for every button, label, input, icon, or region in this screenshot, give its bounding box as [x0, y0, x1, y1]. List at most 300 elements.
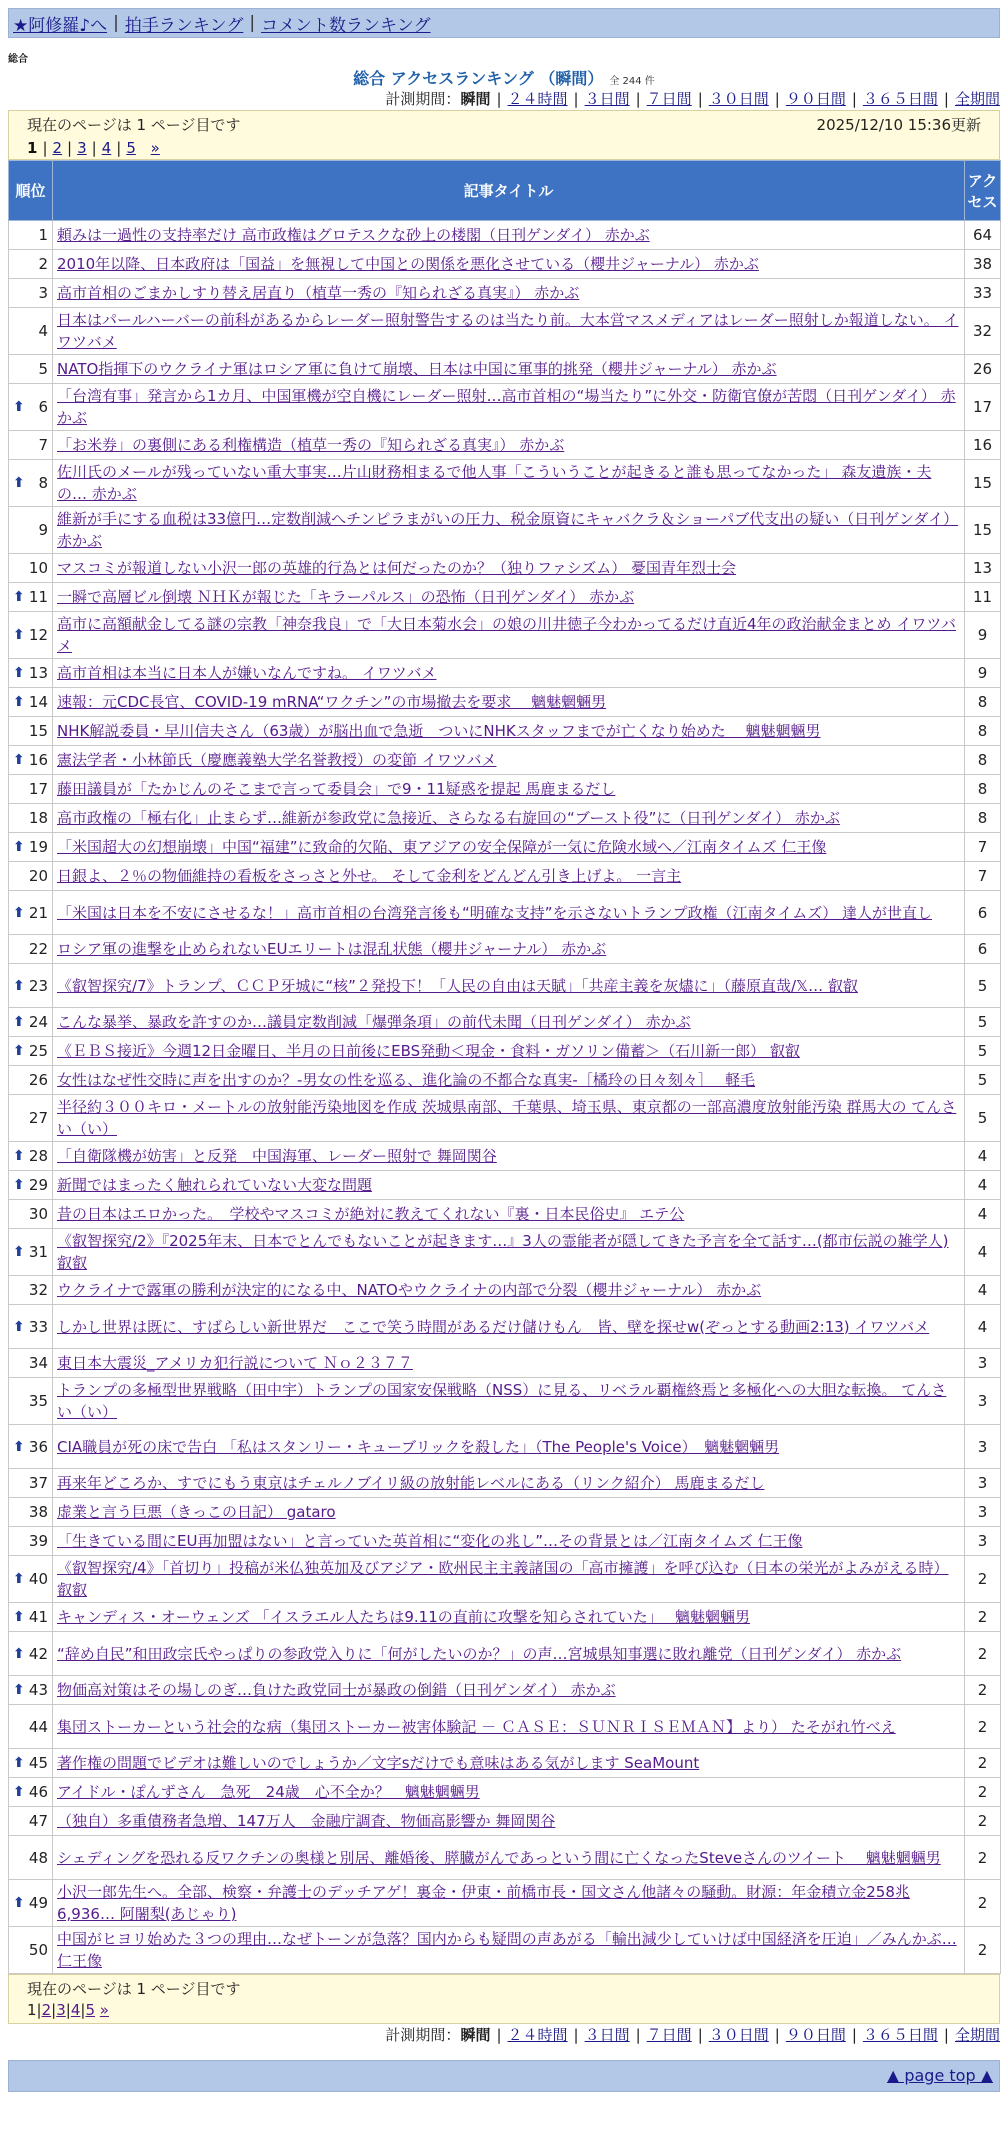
table-row: [9, 1469, 1001, 1498]
rank-number: 46: [28, 1783, 48, 1801]
period-label: 計測期間：: [385, 2026, 461, 2044]
table-row: [9, 1229, 1001, 1276]
page-info-box: [8, 110, 1000, 160]
rank-number: 20: [28, 867, 48, 885]
rank-cell: [9, 431, 53, 460]
rank-cell: [9, 583, 53, 612]
rank-cell: [9, 1095, 53, 1142]
article-link[interactable]: 「お米券」の裏側にある利権構造（植草一秀の『知られざる真実』） 赤かぶ: [57, 436, 565, 454]
applause-ranking-link[interactable]: 拍手ランキング: [124, 15, 244, 36]
rank-cell: [9, 1556, 53, 1603]
title-cell: [53, 1836, 965, 1880]
article-link[interactable]: 「台湾有事」発言から1カ月、中国軍機が空自機にレーダー照射…高市首相の“場当たり”に外交・防衛官僚が苦悶（日刊ゲンダイ） 赤かぶ: [57, 387, 956, 427]
article-link[interactable]: 《叡智探究/2》『2025年末、日本でとんでもないことが起きます…』3人の霊能者が隠してきた予言を全て話す…(都市伝説の雑学人) 叡叡: [57, 1232, 949, 1272]
rank-up-icon: ⬆: [13, 1755, 25, 1771]
rank-number: 37: [28, 1474, 48, 1492]
rank-number: 14: [28, 693, 48, 711]
article-link[interactable]: しかし世界は既に、すばらしい新世界だ ここで笑う時間があるだけ儲けもん 皆、壁を探せw(ぞっとする動画2:13) イワツバメ: [57, 1317, 930, 1336]
access-count: 26: [965, 355, 1001, 384]
title-cell: [53, 1095, 965, 1142]
table-row: [9, 775, 1001, 804]
table-row: [9, 507, 1001, 554]
page-separator: [141, 139, 146, 157]
title-cell: [53, 431, 965, 460]
pagination: [27, 2001, 981, 2019]
table-row: [9, 355, 1001, 384]
table-row: [9, 384, 1001, 431]
title-cell: [53, 804, 965, 833]
period-link[interactable]: ３６５日間: [862, 90, 938, 108]
period-label: 計測期間：: [385, 90, 461, 108]
article-link[interactable]: 再来年どころか、すでにもう東京はチェルノブイリ級の放射能レベルにある（リンク紹介） 馬鹿まるだし: [57, 1474, 765, 1492]
table-row: [9, 891, 1001, 935]
rank-up-icon: ⬆: [13, 1014, 25, 1030]
access-count: 2: [965, 1676, 1001, 1705]
nav-separator: |: [249, 13, 256, 33]
access-column-header: アクセス: [965, 161, 1001, 221]
nav-separator: |: [113, 13, 119, 33]
title-cell: [53, 1927, 965, 1974]
page-separator: |: [42, 139, 48, 157]
table-row: [9, 1927, 1001, 1974]
rank-cell: [9, 279, 53, 308]
table-row: [9, 1880, 1001, 1927]
period-separator: |: [851, 90, 857, 108]
rank-number: 18: [28, 809, 48, 827]
article-link[interactable]: 頼みは一過性の支持率だけ 高市政権はグロテスクな砂上の楼閣（日刊ゲンダイ） 赤かぶ: [57, 226, 650, 244]
rank-up-icon: ⬆: [13, 1609, 25, 1625]
title-cell: [53, 1378, 965, 1425]
current-page-text: 現在のページは 1 ページ目です: [27, 116, 241, 134]
rank-number: 36: [28, 1437, 48, 1456]
table-row: [9, 1632, 1001, 1676]
article-link[interactable]: ウクライナで露軍の勝利が決定的になる中、NATOやウクライナの内部で分裂（櫻井ジャーナル） 赤かぶ: [57, 1281, 762, 1299]
article-link[interactable]: 小沢一郎先生へ。全部、検察・弁護士のデッチアゲ！裏金・伊東・前橋市長・国文さん他諸々の騒動。財源：年金積立金258兆6,936… 阿闍梨(あじゃり): [57, 1883, 910, 1923]
table-row: [9, 1037, 1001, 1066]
article-link[interactable]: “辞め自民”和田政宗氏やっぱりの参政党入りに「何がしたいのか？」の声…宮城県知事選に敗れ離党（日刊ゲンダイ） 赤かぶ: [57, 1644, 902, 1663]
access-count: 4: [965, 1276, 1001, 1305]
table-row: [9, 717, 1001, 746]
rank-cell: [9, 833, 53, 862]
rank-cell: [9, 1778, 53, 1807]
access-count: 4: [965, 1171, 1001, 1200]
rank-number: 7: [38, 436, 48, 454]
article-link[interactable]: NATO指揮下のウクライナ軍はロシア軍に負けて崩壊、日本は中国に軍事的挑発（櫻井ジャーナル） 赤かぶ: [57, 360, 777, 378]
article-link[interactable]: 高市に高額献金してる謎の宗教「神奈我良」で「大日本菊水会」の娘の川井徳子今わかってるだけ直近4年の政治献金まとめ イワツバメ: [57, 615, 957, 655]
table-row: [9, 1603, 1001, 1632]
rank-up-icon: ⬆: [13, 1244, 25, 1260]
page-separator: |: [116, 139, 122, 157]
period-link[interactable]: ３６５日間: [862, 2026, 938, 2044]
page-current: 1: [27, 139, 38, 157]
rank-up-icon: ⬆: [13, 1645, 25, 1662]
table-row: [9, 964, 1001, 1008]
access-count: 4: [965, 1142, 1001, 1171]
article-link[interactable]: こんな暴挙、暴政を許すのか…議員定数削減「爆弾条項」の前代未聞（日刊ゲンダイ） 赤かぶ: [57, 1013, 691, 1031]
page-link[interactable]: 2: [41, 2001, 52, 2019]
rank-number: 34: [28, 1354, 48, 1372]
title-cell: [53, 717, 965, 746]
article-link[interactable]: 「米国は日本を不安にさせるな！」高市首相の台湾発言後も“明確な支持”を示さないトランプ政権（江南タイムズ） 達人が世直し: [57, 903, 933, 922]
table-row: [9, 1836, 1001, 1880]
rank-cell: [9, 250, 53, 279]
table-row: [9, 833, 1001, 862]
rank-up-icon: ⬆: [13, 589, 25, 605]
rank-number: 21: [28, 903, 48, 922]
rank-cell: [9, 862, 53, 891]
article-link[interactable]: 高市首相のごまかしすり替え居直り（植草一秀の『知られざる真実』） 赤かぶ: [57, 284, 580, 302]
rank-cell: [9, 775, 53, 804]
access-count: 2: [965, 1778, 1001, 1807]
period-link[interactable]: ３日間: [584, 90, 630, 108]
rank-number: 33: [28, 1317, 48, 1336]
pagination: [27, 137, 981, 159]
article-link[interactable]: アイドル・ぽんずさん 急死 24歳 心不全か？ 魑魅魍魎男: [57, 1783, 480, 1801]
access-count: 2: [965, 1632, 1001, 1676]
title-cell: [53, 1008, 965, 1037]
rank-number: 23: [28, 976, 48, 995]
rank-number: 28: [28, 1147, 48, 1165]
title-cell: [53, 1425, 965, 1469]
access-count: 9: [965, 612, 1001, 659]
rank-up-icon: ⬆: [13, 475, 25, 491]
access-count: 15: [965, 460, 1001, 507]
article-link[interactable]: 高市首相は本当に日本人が嫌いなんですね。 イワツバメ: [57, 664, 437, 682]
table-row: [9, 1378, 1001, 1425]
title-cell: [53, 460, 965, 507]
table-row: [9, 862, 1001, 891]
title-cell: [53, 355, 965, 384]
table-row: [9, 1425, 1001, 1469]
table-row: [9, 583, 1001, 612]
rank-cell: [9, 221, 53, 250]
article-link[interactable]: NHK解説委員・早川信夫さん（63歳）が脳出血で急逝 ついにNHKスタッフまでが亡くなり始めた 魑魅魍魎男: [57, 722, 821, 740]
period-selector: [0, 2024, 1000, 2046]
rank-number: 16: [28, 751, 48, 769]
article-link[interactable]: 2010年以降、日本政府は「国益」を無視して中国との関係を悪化させている（櫻井ジャーナル） 赤かぶ: [57, 255, 759, 273]
rank-cell: [9, 891, 53, 935]
rank-cell: [9, 1229, 53, 1276]
period-separator: |: [697, 90, 703, 108]
article-link[interactable]: 中国がヒヨリ始めた３つの理由…なぜトーンが急落？国内からも疑問の声あがる「輸出減少していけば中国経済を圧迫」／みんかぶ… 仁王像: [57, 1930, 957, 1970]
rank-number: 15: [28, 722, 48, 740]
article-link[interactable]: 速報：元CDC長官、COVID-19 mRNA“ワクチン”の市場撤去を要求 魑魅魍魎男: [57, 693, 607, 711]
title-cell: [53, 1469, 965, 1498]
page-link[interactable]: 5: [85, 2001, 95, 2019]
title-column-header: 記事タイトル: [53, 161, 965, 221]
rank-number: 47: [28, 1812, 48, 1830]
article-link[interactable]: キャンディス・オーウェンズ 「イスラエル人たちは9.11の直前に攻撃を知らされていた」 魑魅魍魎男: [57, 1608, 751, 1626]
access-count: 8: [965, 688, 1001, 717]
article-link[interactable]: 物価高対策はその場しのぎ…負けた政党同士が暴政の倒錯（日刊ゲンダイ） 赤かぶ: [57, 1681, 616, 1699]
period-link[interactable]: ７日間: [646, 2026, 692, 2044]
rank-number: 26: [28, 1071, 48, 1089]
rank-cell: [9, 1349, 53, 1378]
page-info-box-bottom: [8, 1974, 1000, 2024]
title-cell: [53, 746, 965, 775]
access-count: 3: [965, 1469, 1001, 1498]
article-link[interactable]: 昔の日本はエロかった。 学校やマスコミが絶対に教えてくれない『裏・日本民俗史』 エテ公: [57, 1205, 685, 1223]
table-row: [9, 279, 1001, 308]
rank-number: 41: [28, 1608, 48, 1626]
period-separator: |: [496, 2026, 502, 2044]
title-cell: [53, 1037, 965, 1066]
period-separator: |: [851, 2026, 857, 2044]
article-link[interactable]: 《叡智探究/7》トランプ、ＣＣＰ牙城に“核”２発投下！「人民の自由は天賦」「共産主義を灰燼に」（藤原直哉/𝕏… 叡叡: [57, 976, 858, 995]
page-current: 1: [27, 2001, 37, 2019]
access-count: 2: [965, 1603, 1001, 1632]
rank-number: 45: [28, 1754, 48, 1772]
home-link[interactable]: ★阿修羅♪へ: [13, 15, 108, 36]
title-cell: [53, 1305, 965, 1349]
table-row: [9, 746, 1001, 775]
article-link[interactable]: 著作権の問題でビデオは難しいのでしょうか／文字sだけでも意味はある気がします SeaMount: [57, 1754, 700, 1772]
section-tag: 総合: [8, 54, 28, 65]
current-page-text: 現在のページは 1 ページ目です: [27, 1980, 241, 1998]
ranking-title: 総合 アクセスランキング （瞬間）: [353, 69, 604, 88]
rank-cell: [9, 1676, 53, 1705]
rank-cell: [9, 1927, 53, 1974]
table-row: [9, 221, 1001, 250]
title-cell: [53, 250, 965, 279]
access-count: 4: [965, 1305, 1001, 1349]
article-link[interactable]: 「自衛隊機が妨害」と反発 中国海軍、レーダー照射で 舞岡関谷: [57, 1147, 497, 1165]
title-cell: [53, 1778, 965, 1807]
rank-cell: [9, 1276, 53, 1305]
access-count: 3: [965, 1378, 1001, 1425]
period-link[interactable]: 全期間: [954, 90, 1000, 108]
title-cell: [53, 1880, 965, 1927]
article-link[interactable]: 《ＥＢＳ接近》今週12日金曜日、半月の日前後にEBS発動＜現金・食料・ガソリン備蓄＞（石川新一郎） 叡叡: [57, 1042, 800, 1060]
access-count: 9: [965, 659, 1001, 688]
table-row: [9, 804, 1001, 833]
page-separator: |: [67, 139, 73, 157]
rank-cell: [9, 1749, 53, 1778]
rank-number: 49: [28, 1894, 48, 1912]
period-link[interactable]: ３０日間: [708, 90, 769, 108]
rank-number: 31: [28, 1243, 48, 1261]
title-cell: [53, 1276, 965, 1305]
access-count: 2: [965, 1556, 1001, 1603]
title-cell: [53, 1807, 965, 1836]
page-separator: |: [36, 2001, 42, 2019]
period-link[interactable]: ２４時間: [507, 90, 568, 108]
article-link[interactable]: 日本はパールハーバーの前科があるからレーダー照射警告するのは当たり前。大本営マスメディアはレーダー照射しか報道しない。 イワツバメ: [57, 311, 959, 351]
table-row: [9, 460, 1001, 507]
period-link[interactable]: 全期間: [954, 2026, 1000, 2044]
title-cell: [53, 935, 965, 964]
rank-cell: [9, 460, 53, 507]
title-cell: [53, 833, 965, 862]
rank-cell: [9, 1378, 53, 1425]
article-link[interactable]: 集団ストーカーという社会的な病（集団ストーカー被害体験記 － ＣＡＳＥ：ＳＵＮＲＩＳＥＭＡＮ】より） たそがれ竹べえ: [57, 1717, 896, 1736]
updated-timestamp: 2025/12/10 15:36更新: [816, 116, 981, 134]
comment-ranking-link[interactable]: コメント数ランキング: [261, 15, 431, 36]
article-link[interactable]: 「生きている間にEU再加盟はない」と言っていた英首相に“変化の兆し”…その背景とは／江南タイムズ 仁王像: [57, 1532, 803, 1550]
article-link[interactable]: 藤田議員が「たかじんのそこまで言って委員会」で9・11疑惑を提起 馬鹿まるだし: [57, 780, 616, 798]
title-cell: [53, 279, 965, 308]
rank-up-icon: ⬆: [13, 839, 25, 855]
title-cell: [53, 891, 965, 935]
table-row: [9, 431, 1001, 460]
article-link[interactable]: 佐川氏のメールが残っていない重大事実…片山財務相まるで他人事「こういうことが起きると誰も思ってなかった」 森友遺族・夫の… 赤かぶ: [57, 463, 932, 503]
total-count: 全 244 件: [609, 76, 655, 87]
rank-number: 2: [38, 255, 48, 273]
period-separator: |: [943, 90, 949, 108]
rank-cell: [9, 688, 53, 717]
article-link[interactable]: （独自）多重債務者急増、147万人 金融庁調査、物価高影響か 舞岡関谷: [57, 1812, 556, 1830]
rank-cell: [9, 1305, 53, 1349]
rank-number: 30: [28, 1205, 48, 1223]
rank-up-icon: ⬆: [13, 399, 25, 415]
period-link[interactable]: ９０日間: [785, 2026, 846, 2044]
page-link[interactable]: 3: [56, 2001, 66, 2019]
rank-cell: [9, 1425, 53, 1469]
rank-cell: [9, 507, 53, 554]
access-count: 5: [965, 1037, 1001, 1066]
table-row: [9, 1556, 1001, 1603]
article-link[interactable]: 新聞ではまったく触れられていない大変な問題: [57, 1176, 373, 1194]
article-link[interactable]: 女性はなぜ性交時に声を出すのか？-男女の性を巡る、進化論の不都合な真実-［橘玲の日々刻々］ 軽毛: [57, 1071, 756, 1089]
access-count: 5: [965, 1008, 1001, 1037]
period-link[interactable]: ２４時間: [507, 2026, 568, 2044]
rank-cell: [9, 355, 53, 384]
rank-cell: [9, 717, 53, 746]
period-link[interactable]: ９０日間: [785, 90, 846, 108]
rank-cell: [9, 1142, 53, 1171]
rank-number: 38: [28, 1503, 48, 1521]
rank-number: 43: [28, 1681, 48, 1699]
period-link[interactable]: ７日間: [646, 90, 692, 108]
article-link[interactable]: 維新が手にする血税は33億円…定数削減へチンピラまがいの圧力、税金原資にキャバクラ＆ショーパブ代支出の疑い（日刊ゲンダイ） 赤かぶ: [57, 510, 959, 550]
access-count: 33: [965, 279, 1001, 308]
table-row: [9, 659, 1001, 688]
access-count: 5: [965, 1095, 1001, 1142]
rank-up-icon: ⬆: [13, 1682, 25, 1698]
title-cell: [53, 583, 965, 612]
table-row: [9, 935, 1001, 964]
table-row: [9, 1142, 1001, 1171]
period-separator: |: [573, 2026, 579, 2044]
rank-cell: [9, 804, 53, 833]
rank-cell: [9, 1171, 53, 1200]
article-link[interactable]: シェディングを恐れる反ワクチンの奥様と別居、離婚後、膵臓がんであっという間に亡くなったSteveさんのツイート 魑魅魍魎男: [57, 1848, 941, 1867]
article-link[interactable]: 半径約３００キロ・メートルの放射能汚染地図を作成 茨城県南部、千葉県、埼玉県、東京都の一部高濃度放射能汚染 群馬大の てんさい（い）: [57, 1098, 957, 1138]
rank-number: 11: [28, 588, 48, 606]
access-count: 15: [965, 507, 1001, 554]
next-page-link[interactable]: »: [99, 2001, 109, 2019]
table-row: [9, 1305, 1001, 1349]
rank-up-icon: ⬆: [13, 665, 25, 681]
table-row: [9, 1200, 1001, 1229]
title-cell: [53, 1527, 965, 1556]
title-cell: [53, 221, 965, 250]
article-link[interactable]: 一瞬で高層ビル倒壊 ＮＨＫが報じた「キラーパルス」の恐怖（日刊ゲンダイ） 赤かぶ: [57, 588, 635, 606]
article-link[interactable]: ロシア軍の進撃を止められないEUエリートは混乱状態（櫻井ジャーナル） 赤かぶ: [57, 940, 607, 958]
title-cell: [53, 1749, 965, 1778]
table-row: [9, 1778, 1001, 1807]
title-cell: [53, 1498, 965, 1527]
rank-number: 29: [28, 1176, 48, 1194]
rank-number: 40: [28, 1570, 48, 1588]
access-count: 17: [965, 384, 1001, 431]
rank-up-icon: ⬆: [13, 1177, 25, 1193]
next-page-link[interactable]: »: [150, 139, 160, 157]
period-current: 瞬間: [460, 2026, 491, 2044]
access-count: 32: [965, 308, 1001, 355]
article-link[interactable]: 虚業と言う巨悪（きっこの日記） gataro: [57, 1503, 336, 1521]
rank-number: 5: [38, 360, 48, 378]
page-link[interactable]: 5: [126, 139, 136, 157]
page-link[interactable]: 4: [101, 139, 112, 157]
access-count: 64: [965, 221, 1001, 250]
title-cell: [53, 1556, 965, 1603]
article-link[interactable]: CIA職員が死の床で告白 「私はスタンリー・キューブリックを殺した」（The People's Voice） 魑魅魍魎男: [57, 1437, 780, 1456]
table-row: [9, 1171, 1001, 1200]
period-separator: |: [635, 90, 641, 108]
access-count: 3: [965, 1425, 1001, 1469]
page-top-link[interactable]: ▲ page top ▲: [886, 2066, 993, 2085]
rank-number: 35: [28, 1392, 48, 1410]
rank-cell: [9, 935, 53, 964]
article-link[interactable]: 日銀よ、２％の物価維持の看板をさっさと外せ。 そして金利をどんどん引き上げよ。 一言主: [57, 867, 682, 885]
title-cell: [53, 1142, 965, 1171]
rank-up-icon: ⬆: [13, 752, 25, 768]
rank-cell: [9, 1705, 53, 1749]
article-link[interactable]: 「米国超大の幻想崩壊」中国“福建”に致命的欠陥、東アジアの安全保障が一気に危険水域へ／江南タイムズ 仁王像: [57, 838, 827, 856]
rank-cell: [9, 1200, 53, 1229]
period-link[interactable]: ３０日間: [708, 2026, 769, 2044]
table-row: [9, 1008, 1001, 1037]
rank-number: 19: [28, 838, 48, 856]
rank-up-icon: ⬆: [13, 1148, 25, 1164]
period-separator: |: [635, 2026, 641, 2044]
article-link[interactable]: トランプの多極型世界戦略（田中宇）トランプの国家安保戦略（NSS）に見る、リベラル覇権終焉と多極化への大胆な転換。 てんさい（い）: [57, 1381, 947, 1421]
access-count: 3: [965, 1498, 1001, 1527]
rank-up-icon: ⬆: [13, 1438, 25, 1455]
page-link[interactable]: 3: [77, 139, 87, 157]
article-link[interactable]: 《叡智探究/4》「首切り」投稿が米仏独英加及びアジア・欧州民主主義諸国の「高市擁護」を呼び込む（日本の栄光がよみがえる時） 叡叡: [57, 1559, 949, 1599]
period-separator: |: [697, 2026, 703, 2044]
article-link[interactable]: 東日本大震災_アメリカ犯行説について Ｎｏ２３７７: [57, 1354, 413, 1372]
rank-cell: [9, 384, 53, 431]
title-cell: [53, 688, 965, 717]
article-link[interactable]: マスコミが報道しない小沢一郎の英雄的行為とは何だったのか？（独りファシズム） 憂国青年烈士会: [57, 559, 737, 577]
table-row: [9, 1349, 1001, 1378]
title-cell: [53, 1603, 965, 1632]
rank-number: 24: [28, 1013, 48, 1031]
page-link[interactable]: 2: [52, 139, 63, 157]
access-count: 2: [965, 1749, 1001, 1778]
title-cell: [53, 862, 965, 891]
rank-number: 1: [38, 226, 48, 244]
period-link[interactable]: ３日間: [584, 2026, 630, 2044]
title-cell: [53, 964, 965, 1008]
article-link[interactable]: 高市政権の「極右化」止まらず…維新が参政党に急接近、さらなる右旋回の“ブースト役”に（日刊ゲンダイ） 赤かぶ: [57, 809, 840, 827]
table-row: [9, 308, 1001, 355]
title-cell: [53, 612, 965, 659]
title-cell: [53, 1171, 965, 1200]
table-row: [9, 1276, 1001, 1305]
bottom-bar: [8, 2060, 1000, 2092]
period-separator: |: [496, 90, 502, 108]
table-row: [9, 554, 1001, 583]
title-cell: [53, 1349, 965, 1378]
article-link[interactable]: 憲法学者・小林節氏（慶應義塾大学名誉教授）の変節 イワツバメ: [57, 751, 497, 769]
page-link[interactable]: 4: [70, 2001, 81, 2019]
access-count: 4: [965, 1200, 1001, 1229]
page-separator: |: [51, 2001, 57, 2019]
